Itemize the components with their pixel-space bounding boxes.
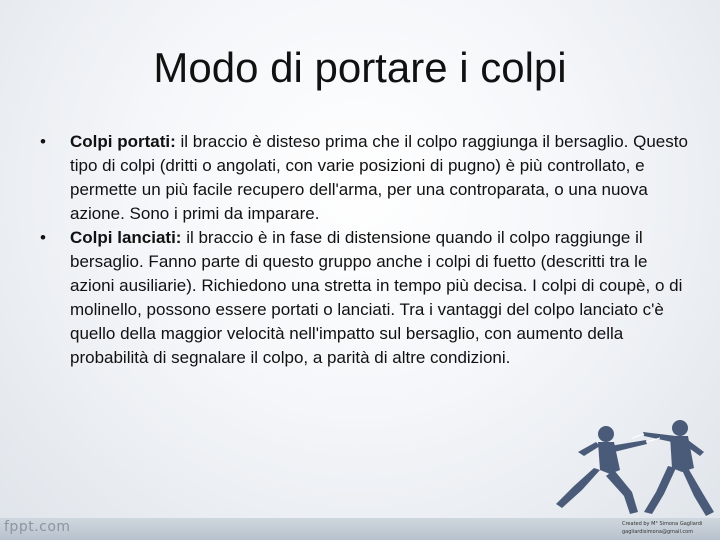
footer-bar bbox=[0, 518, 720, 540]
fencers-illustration bbox=[548, 412, 720, 520]
fppt-logo: fppt.com bbox=[4, 519, 71, 535]
bullet-colpi-lanciati bbox=[30, 226, 690, 370]
bullet-list bbox=[30, 130, 690, 370]
bullet-colpi-portati bbox=[30, 130, 690, 226]
bullet-heading: Colpi portati: bbox=[70, 132, 176, 151]
bullet-text: il braccio è disteso prima che il colpo raggiunga il bersaglio. Questo tipo di colpi (dritti o angolati, con varie posizioni di pugno) è più controllato, e permette un più facile recupero dell'arma, per una controparata, o una nuova azione. Sono i primi da imparare. bbox=[70, 132, 688, 223]
bullet-marker: • bbox=[40, 228, 46, 247]
slide-title: Modo di portare i colpi bbox=[153, 44, 567, 91]
credits bbox=[622, 520, 718, 536]
bullet-marker: • bbox=[40, 132, 46, 151]
bullet-text: il braccio è in fase di distensione quando il colpo raggiunge il bersaglio. Fanno parte di questo gruppo anche i colpi di fuetto (descritti tra le azioni ausiliarie). Richiedono una stretta in tempo più decisa. I colpi di coupè, o di molinello, possono essere portati o lanciati. Tra i vantaggi del colpo lanciato c'è quello della maggior velocità nell'impatto sul bersaglio, con aumento della probabilità di segnalare il colpo, a parità di altre condizioni. bbox=[70, 228, 683, 367]
credit-author: Created by M° Simona Gagliardi bbox=[622, 521, 703, 527]
bullet-heading: Colpi lanciati: bbox=[70, 228, 182, 247]
credit-email: gagliardisimona@gmail.com bbox=[622, 529, 694, 535]
